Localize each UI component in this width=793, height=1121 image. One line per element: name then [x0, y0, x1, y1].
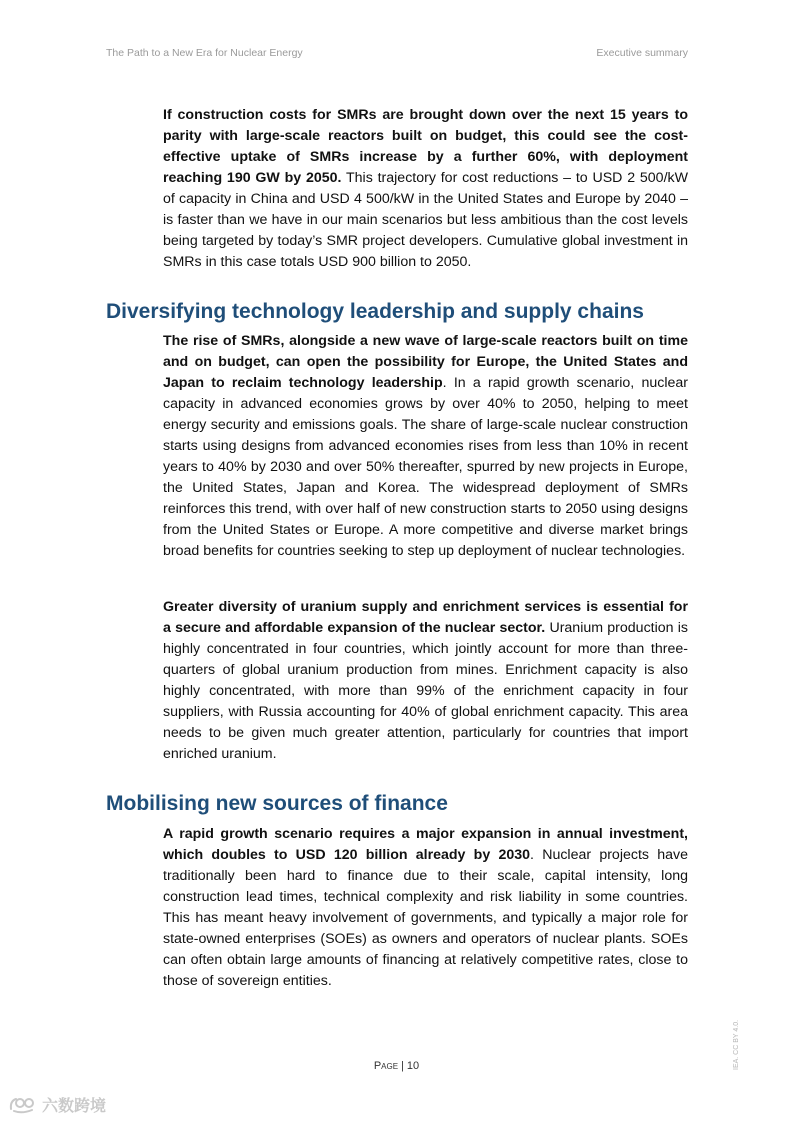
paragraph-body: . In a rapid growth scenario, nuclear capacity in advanced economies grows by over 40% to 2050, helping to meet energy security and emissions goals. The share of large-scale nuclear construction starts using designs from advanced economies rises from less than 10% in recent years to 40% by 2030 and over 50% thereafter, spurred by new projects in Europe, the United States, Japan and Korea. The widespread deployment of SMRs reinforces this trend, with over half of new construction starts to 2050 using designs from the United States or Europe. A more competitive and diverse market brings broad benefits for countries seeking to step up deployment of nuclear technologies.: [163, 375, 688, 559]
paragraph-lead: A rapid growth scenario requires a major expansion in annual investment, which doubles to USD 120 billion already by 2030: [163, 826, 688, 863]
document-title: The Path to a New Era for Nuclear Energy: [106, 47, 303, 59]
section-heading-technology-leadership: Diversifying technology leadership and supply chains: [106, 300, 644, 323]
paragraph-smr-cost-parity: [163, 105, 688, 273]
brand-logo-icon: [8, 1095, 38, 1115]
paragraph-lead: If construction costs for SMRs are brought down over the next 15 years to parity with large-scale reactors built on budget, this could see the cost-effective uptake of SMRs increase by a further 60%, with deployment reaching 190 GW by 2050.: [163, 107, 688, 186]
section-heading-finance: Mobilising new sources of finance: [106, 792, 448, 815]
paragraph-body: . Nuclear projects have traditionally been hard to finance due to their scale, capital intensity, long construction lead times, technical complexity and risk liability in some countries. This has meant heavy involvement of governments, and typically a major role for state-owned enterprises (SOEs) as owners and operators of nuclear plants. SOEs can often obtain large amounts of financing at relatively competitive rates, close to those of sovereign entities.: [163, 847, 688, 989]
paragraph-lead: The rise of SMRs, alongside a new wave of large-scale reactors built on time and on budget, can open the possibility for Europe, the United States and Japan to reclaim technology leadership: [163, 333, 688, 391]
page-number: [0, 1060, 793, 1072]
watermark: [8, 1093, 106, 1116]
paragraph-technology-leadership: [163, 331, 688, 562]
page-label: Page: [373, 1060, 399, 1072]
paragraph-investment: [163, 824, 688, 992]
paragraph-body: Uranium production is highly concentrated in four countries, which jointly account for more than three-quarters of global uranium production from mines. Enrichment capacity is also highly concentrated, with more than 99% of the enrichment capacity in four suppliers, with Russia accounting for 40% of global enrichment capacity. This area needs to be given much greater attention, particularly for countries that import enriched uranium.: [163, 620, 688, 762]
running-header: [106, 47, 688, 59]
watermark-text: 六数跨境: [42, 1098, 107, 1115]
paragraph-lead: Greater diversity of uranium supply and enrichment services is essential for a secure and affordable expansion of the nuclear sector.: [163, 599, 688, 636]
page-separator: |: [401, 1060, 404, 1072]
paragraph-uranium-supply: [163, 597, 688, 765]
section-title: Executive summary: [596, 47, 688, 59]
license-notice: IEA. CC BY 4.0.: [733, 1019, 740, 1070]
page-number-value: 10: [406, 1060, 420, 1072]
paragraph-body: This trajectory for cost reductions – to USD 2 500/kW of capacity in China and USD 4 500/kW in the United States and Europe by 2040 – is faster than we have in our main scenarios but less ambitious than the cost levels being targeted by today’s SMR project developers. Cumulative global investment in SMRs in this case totals USD 900 billion to 2050.: [163, 170, 688, 270]
